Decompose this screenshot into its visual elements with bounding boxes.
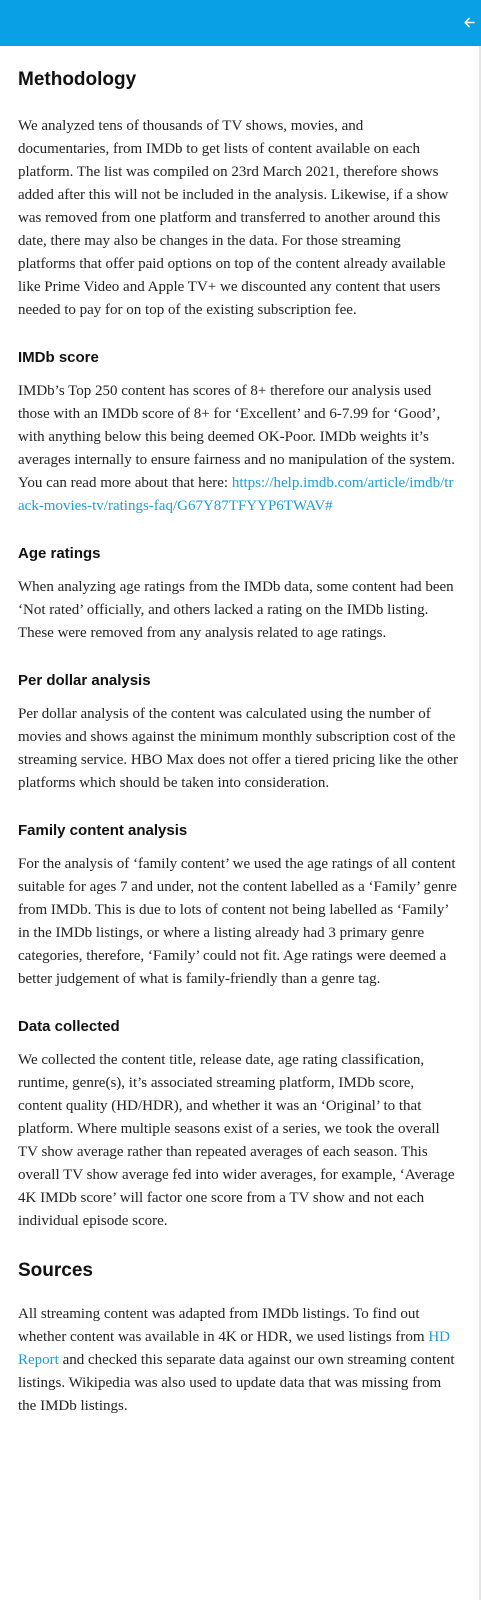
- imdb-score-paragraph: [18, 380, 458, 518]
- imdb-ratings-faq-link[interactable]: https://help.imdb.com/article/imdb/track-movies-tv/ratings-faq/G67Y87TFYYP6TWAV#: [18, 475, 454, 514]
- methodology-heading: Methodology: [18, 69, 137, 90]
- sources-text-before: All streaming content was adapted from IMDb listings. To find out whether content was available in 4K or HDR, we used listings from: [18, 1306, 429, 1345]
- hd-report-link[interactable]: HD Report: [18, 1329, 450, 1368]
- sources-text-after: and checked this separate data against our own streaming content listings. Wikipedia was also used to update data that was missing from the IMDb listings.: [18, 1352, 455, 1414]
- per-dollar-heading: Per dollar analysis: [18, 672, 151, 689]
- back-button[interactable]: [461, 13, 477, 31]
- methodology-paragraph: We analyzed tens of thousands of TV shows, movies, and documentaries, from IMDb to get lists of content available on each platform. The list was compiled on 23rd March 2021, therefore shows added after this will not be included in the analysis. Likewise, if a show was removed from one platform and transferred to another around this date, there may also be changes in the data. For those streaming platforms that offer paid options on top of the content already available like Prime Video and Apple TV+ we discounted any content that users needed to pay for on top of the existing subscription fee.: [18, 118, 449, 318]
- data-collected-heading: Data collected: [18, 1018, 120, 1035]
- family-content-paragraph: For the analysis of ‘family content’ we used the age ratings of all content suitable for ages 7 and under, not the content labelled as a ‘Family’ genre from IMDb. This is due to lots of content not being labelled as ‘Family’ in the IMDb listings, or where a listing already had 3 primary genre categories, therefore, ‘Family’ could not fit. Age ratings were deemed a better judgement of what is family-friendly than a genre tag.: [18, 856, 457, 987]
- imdb-score-heading: IMDb score: [18, 349, 99, 366]
- age-ratings-paragraph: When analyzing age ratings from the IMDb data, some content had been ‘Not rated’ officially, and others lacked a rating on the IMDb listing. These were removed from any analysis related to age ratings.: [18, 579, 454, 641]
- sources-heading: Sources: [18, 1260, 93, 1281]
- per-dollar-paragraph: Per dollar analysis of the content was calculated using the number of movies and shows against the minimum monthly subscription cost of the streaming service. HBO Max does not offer a tiered pricing like the other platforms which should be taken into consideration.: [18, 706, 459, 791]
- age-ratings-heading: Age ratings: [18, 545, 101, 562]
- arrow-left-icon: [464, 17, 475, 28]
- imdb-score-text: IMDb’s Top 250 content has scores of 8+ therefore our analysis used those with an IMDb score of 8+ for ‘Excellent’ and 6-7.99 for ‘Good’, with anything below this being deemed OK-Poor. IMDb weights it’s averages internally to ensure fairness and no manipulation of the system. You can read more about that here:: [18, 383, 455, 491]
- sources-paragraph: [18, 1303, 458, 1418]
- article-content: [18, 46, 458, 1418]
- data-collected-paragraph: We collected the content title, release date, age rating classification, runtime, genre(s), it’s associated streaming platform, IMDb score, content quality (HD/HDR), and whether it was an ‘Original’ to that platform. Where multiple seasons exist of a series, we took the overall TV show average rather than repeated averages of each season. This overall TV show average fed into wider averages, for example, ‘Average 4K IMDb score’ will factor one score from a TV show and not each individual episode score.: [18, 1052, 455, 1229]
- family-content-heading: Family content analysis: [18, 822, 188, 839]
- top-bar: [0, 0, 481, 46]
